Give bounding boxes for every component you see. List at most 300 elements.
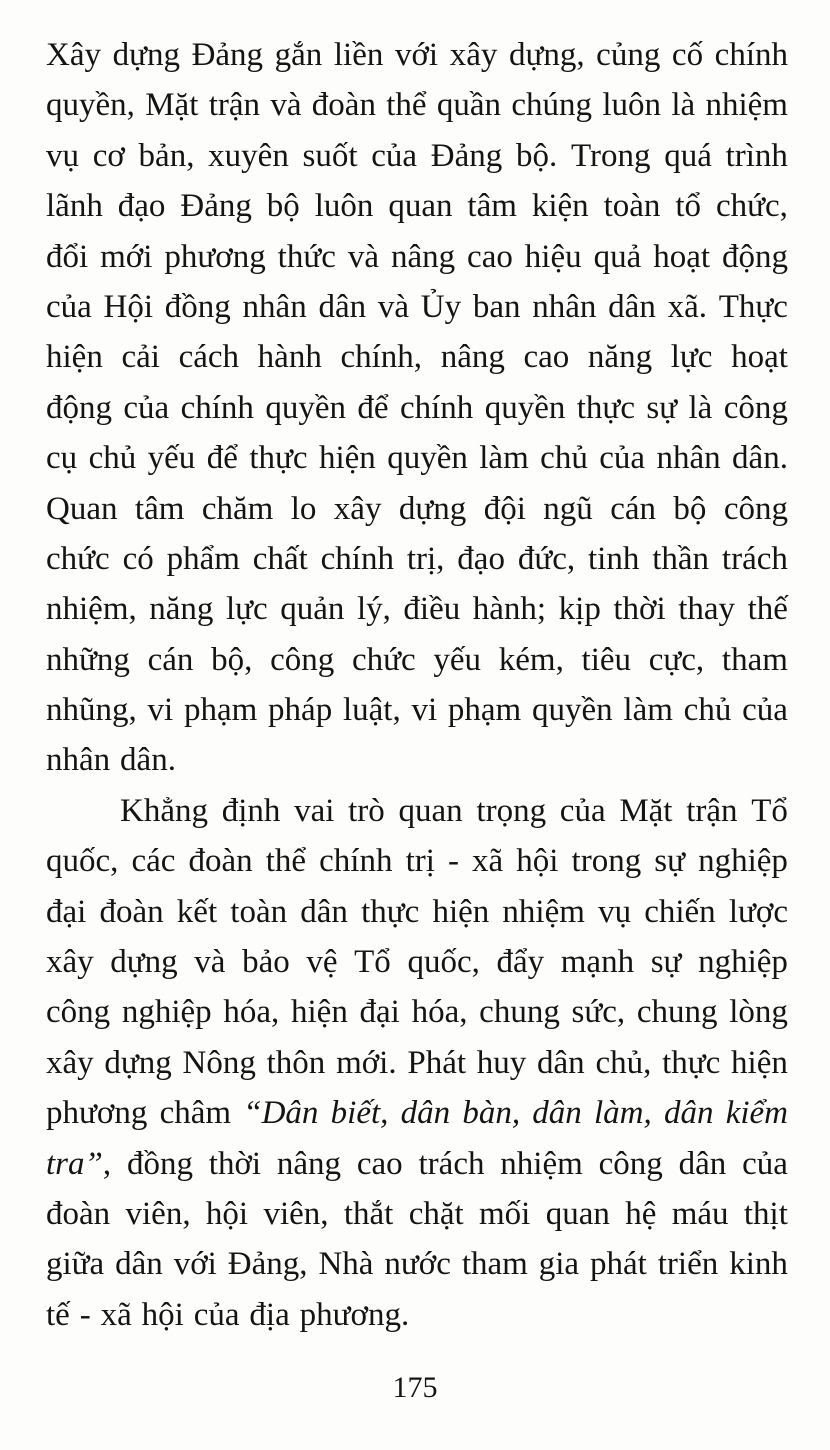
word: luôn: [602, 87, 662, 124]
word: cán: [610, 490, 656, 527]
word: tham: [461, 1246, 528, 1283]
word: xã: [100, 1296, 132, 1333]
word: trách: [418, 1145, 485, 1182]
word: công: [46, 994, 111, 1031]
word: phẩm: [166, 540, 240, 577]
word: xây: [46, 1044, 94, 1081]
word: định: [221, 792, 281, 829]
word: động: [46, 389, 112, 426]
word: Tổ: [354, 944, 391, 981]
word: châm: [159, 1095, 232, 1132]
word: chính: [180, 389, 254, 426]
text-line: [46, 836, 788, 886]
word: chặt: [408, 1195, 464, 1232]
word: Xây: [46, 37, 101, 73]
word: tinh: [588, 540, 640, 577]
word: chính: [399, 389, 474, 426]
word: nâng: [390, 238, 456, 275]
word: động: [721, 238, 788, 275]
text-line: [46, 282, 788, 332]
word: cán: [147, 641, 194, 678]
word: nghiệp: [698, 944, 788, 981]
word: chính: [320, 540, 394, 577]
word: dân: [318, 288, 367, 325]
word: những: [46, 641, 130, 678]
word: mới: [100, 238, 153, 275]
word: liền: [333, 37, 384, 73]
word: phương.: [299, 1296, 410, 1333]
word: hành: [257, 339, 322, 376]
word: lý,: [356, 591, 391, 628]
word: vệ: [306, 944, 338, 981]
word: hội: [205, 1195, 249, 1232]
word: dựng: [104, 1044, 172, 1081]
word: chủ: [683, 692, 732, 729]
word: vai: [294, 792, 335, 829]
word: cực,: [648, 641, 705, 678]
word: thời: [208, 1145, 262, 1182]
word: hoạt: [653, 238, 711, 275]
word: Nông: [182, 1044, 256, 1081]
word: dân: [608, 288, 656, 325]
body-text: [46, 30, 788, 1340]
word: điều: [403, 591, 461, 628]
word: là: [688, 389, 713, 426]
word: nhiệm: [500, 1145, 583, 1182]
word: kiện: [531, 188, 589, 225]
word: cách: [178, 339, 240, 376]
word: nhiệm: [502, 893, 585, 930]
word: kết: [176, 893, 218, 930]
word: của: [599, 440, 646, 477]
word: phương: [46, 1095, 148, 1132]
word: luật,: [342, 692, 401, 729]
word: năng: [149, 591, 214, 628]
word: và: [270, 87, 302, 124]
text-line: [46, 131, 788, 181]
text-line: [46, 30, 788, 80]
word: kinh: [729, 1246, 788, 1283]
word: quản: [280, 591, 345, 628]
word: chung: [479, 994, 560, 1031]
word: hành;: [472, 591, 547, 628]
word: trận: [208, 87, 261, 124]
word: bảo: [242, 944, 290, 981]
word: làm: [623, 692, 673, 729]
word: phát: [590, 1246, 647, 1283]
word: chính: [319, 843, 393, 880]
word: chúng: [511, 87, 593, 124]
word: nâng: [276, 1145, 342, 1182]
word: phạm: [183, 692, 258, 729]
word: công: [270, 641, 335, 678]
word: dân: [400, 1095, 451, 1132]
word: Hội: [103, 288, 154, 325]
word: đoàn: [188, 843, 253, 880]
word: tế: [46, 1296, 70, 1333]
word: đạo: [457, 540, 505, 577]
word: vụ: [598, 893, 632, 930]
text-line: [46, 1038, 788, 1088]
word: lực: [670, 339, 713, 376]
paragraph: [46, 786, 788, 1340]
word: biết,: [330, 1095, 389, 1132]
word: lòng: [729, 994, 788, 1031]
word: đại: [46, 893, 87, 930]
word: quan: [388, 188, 453, 225]
text-line: [46, 1239, 788, 1289]
word: quyền: [265, 389, 346, 426]
word: kiểm: [725, 1095, 788, 1132]
word: thôn: [266, 1044, 326, 1081]
word: dựng: [398, 490, 467, 527]
word: thực: [662, 1044, 721, 1081]
word: dân: [532, 1095, 582, 1132]
word: nhiệm: [705, 87, 788, 124]
word: chính: [714, 37, 788, 73]
word: nhiệm,: [46, 591, 137, 628]
word: Quan: [46, 490, 118, 527]
word: làm: [479, 440, 529, 477]
word: hội: [141, 1296, 184, 1333]
word: công: [723, 490, 788, 527]
word: của: [742, 1145, 788, 1182]
word: cao: [356, 1145, 403, 1182]
word: hội: [516, 843, 559, 880]
word: cố: [671, 37, 704, 73]
word: mới.: [336, 1044, 397, 1081]
word: quyền: [387, 440, 468, 477]
word: quan: [398, 792, 463, 829]
word: gắn: [274, 37, 323, 73]
word: xuyên: [208, 137, 289, 174]
page-number: 175: [392, 1371, 438, 1404]
word: ban: [472, 288, 521, 325]
word: Trong: [570, 137, 651, 174]
word: các: [131, 843, 176, 880]
word: hóa,: [223, 994, 280, 1031]
word: để: [206, 440, 238, 477]
word: Tổ: [751, 792, 788, 829]
word: dân: [300, 893, 348, 930]
word: mối: [479, 1195, 531, 1232]
word: vi: [411, 692, 438, 729]
word: thực: [249, 440, 308, 477]
word: “Dân: [243, 1095, 319, 1132]
word: xây: [449, 37, 498, 73]
word: lược: [728, 893, 788, 930]
word: là: [671, 87, 696, 124]
word: trong: [571, 843, 642, 880]
word: thắt: [343, 1195, 394, 1232]
word: kịp: [558, 591, 601, 628]
word: luôn: [314, 188, 374, 225]
word: toàn: [603, 188, 661, 225]
word: sức,: [571, 994, 626, 1031]
word: và: [194, 944, 226, 981]
word: chủ: [540, 440, 588, 477]
word: trận: [686, 792, 738, 829]
word: công: [598, 1145, 663, 1182]
word: quan: [545, 1195, 610, 1232]
text-line: [46, 332, 788, 382]
text-line: [46, 1088, 788, 1138]
word: bàn,: [462, 1095, 521, 1132]
word: đồng: [164, 288, 231, 325]
word: với: [173, 1246, 217, 1283]
word: cụ: [46, 440, 78, 477]
word: hiện: [731, 1044, 788, 1081]
word: quả: [593, 238, 642, 275]
word: Đảng: [430, 137, 503, 174]
word: năng: [587, 339, 653, 376]
text-line: [46, 433, 788, 483]
word: nghiệp: [121, 994, 212, 1031]
word: triển: [657, 1246, 719, 1283]
word: -: [447, 843, 459, 880]
text-line: [46, 383, 788, 433]
word: cao: [523, 339, 570, 376]
word: dân: [663, 1095, 714, 1132]
word: sự: [650, 944, 682, 981]
word: hiện: [46, 339, 103, 376]
word: trọng: [476, 792, 547, 829]
word: làm,: [594, 1095, 652, 1132]
word: tiêu: [581, 641, 632, 678]
text-line: [46, 786, 788, 836]
word: lo: [290, 490, 317, 527]
word: chăm: [201, 490, 274, 527]
word: đoàn: [46, 1195, 111, 1232]
word: Khẳng: [120, 792, 208, 829]
word: của: [742, 692, 788, 729]
word: chung: [636, 994, 718, 1031]
text-line: [46, 1139, 788, 1189]
text-line: [46, 685, 788, 735]
text-line: [46, 1189, 788, 1239]
word: xã: [472, 843, 504, 880]
word: trò: [348, 792, 385, 829]
word: sự: [654, 843, 686, 880]
word: dựng: [110, 944, 178, 981]
word: đoàn: [311, 87, 376, 124]
word: quyền: [484, 389, 566, 426]
word: đạo: [117, 188, 166, 225]
word: quốc,: [46, 843, 119, 880]
word: hiệu: [524, 238, 582, 275]
word: nghiệp: [698, 843, 788, 880]
word: xây: [333, 490, 382, 527]
word: kém,: [498, 641, 564, 678]
word: Thực: [718, 288, 788, 325]
word: viên,: [263, 1195, 329, 1232]
text-line: [46, 181, 788, 231]
word: nhũng,: [46, 692, 137, 729]
word: nâng: [440, 339, 505, 376]
word: có: [122, 540, 154, 577]
text-line: [46, 534, 788, 584]
word: tổ: [675, 188, 702, 225]
word: Mặt: [145, 87, 199, 124]
word: quá: [664, 137, 712, 174]
word: tham: [721, 641, 788, 678]
word: hiện: [291, 994, 348, 1031]
word: hiện: [432, 893, 490, 930]
word: cao: [467, 238, 513, 275]
word: xã.: [667, 288, 707, 325]
word: chức,: [715, 188, 788, 225]
word: địa: [249, 1296, 290, 1333]
word: yếu: [147, 440, 196, 477]
word: chức: [46, 540, 110, 577]
word: công: [723, 389, 788, 426]
word: củng: [596, 37, 661, 73]
word: thể: [386, 87, 427, 124]
word: và: [377, 288, 410, 325]
word: dựng,: [508, 37, 585, 73]
word: nước: [384, 1246, 451, 1283]
word: Đảng: [191, 37, 264, 73]
word: cải: [121, 339, 160, 376]
word: cơ: [92, 137, 125, 174]
word: máu: [671, 1195, 729, 1232]
word: hệ: [625, 1195, 657, 1232]
text-line: [46, 232, 788, 282]
word: bộ.: [516, 137, 558, 174]
text-line: [46, 1290, 788, 1340]
word: bản,: [138, 137, 195, 174]
word: xây: [46, 944, 94, 981]
word: thay: [678, 591, 736, 628]
word: trách: [721, 540, 788, 577]
text-line: [46, 484, 788, 534]
word: thực: [361, 893, 420, 930]
word: đẩy: [496, 944, 545, 981]
text-line: [46, 584, 788, 634]
word: gia: [538, 1246, 580, 1283]
word: nhân: [46, 742, 111, 779]
word: đồng: [126, 1145, 193, 1182]
word: đại: [359, 994, 400, 1031]
word: để: [357, 389, 389, 426]
word: hoạt: [731, 339, 788, 376]
word: phạm: [447, 692, 522, 729]
text-line: [46, 635, 788, 685]
word: đội: [483, 490, 526, 527]
word: chức: [351, 641, 416, 678]
word: hóa,: [411, 994, 468, 1031]
word: bộ,: [211, 641, 253, 678]
word: bộ: [673, 490, 707, 527]
word: dân: [537, 1044, 585, 1081]
word: trị: [405, 843, 435, 880]
word: của: [46, 288, 92, 325]
word: lãnh: [46, 188, 103, 225]
word: với: [394, 37, 439, 73]
word: vi: [147, 692, 174, 729]
paragraph: [46, 30, 788, 786]
word: nhân: [242, 288, 307, 325]
word: thần: [652, 540, 710, 577]
word: trị,: [406, 540, 445, 577]
word: của: [123, 389, 170, 426]
word: của: [371, 137, 418, 174]
word: huy: [476, 1044, 527, 1081]
text-line: [46, 735, 788, 785]
word: đổi: [46, 238, 89, 275]
word: giữa: [46, 1246, 105, 1283]
word: dân.: [732, 440, 788, 477]
word: hiện: [318, 440, 376, 477]
word: chủ: [88, 440, 137, 477]
word: lực: [225, 591, 268, 628]
word: quốc,: [407, 944, 480, 981]
word: yếu: [433, 641, 482, 678]
word: chất: [252, 540, 308, 577]
text-line: [46, 937, 788, 987]
word: Ủy: [420, 288, 462, 325]
word: dân: [678, 1145, 727, 1182]
word: Nhà: [318, 1246, 374, 1283]
word: viên,: [125, 1195, 191, 1232]
word: pháp: [268, 692, 333, 729]
word: quần: [436, 87, 502, 124]
word: đoàn: [99, 893, 164, 930]
word: nhân: [532, 288, 597, 325]
text-line: [46, 987, 788, 1037]
word: tra”,: [46, 1145, 112, 1182]
word: Đảng: [180, 188, 252, 225]
word: thức: [277, 238, 336, 275]
word: của: [193, 1296, 240, 1333]
word: phương: [164, 238, 266, 275]
word: tâm: [134, 490, 185, 527]
word: nhân: [656, 440, 721, 477]
word: thế: [747, 591, 788, 628]
word: dân.: [120, 742, 176, 779]
word: quyền: [532, 692, 613, 729]
word: của: [559, 792, 606, 829]
word: ngũ: [543, 490, 593, 527]
word: chủ,: [595, 1044, 652, 1081]
word: -: [79, 1296, 91, 1333]
word: thời: [613, 591, 666, 628]
word: quyền,: [46, 87, 135, 124]
text-line: [46, 887, 788, 937]
word: suốt: [302, 137, 358, 174]
text-line: [46, 80, 788, 130]
word: toàn: [230, 893, 288, 930]
word: thực: [576, 389, 635, 426]
word: Đảng,: [227, 1246, 308, 1283]
word: trình: [725, 137, 788, 174]
word: bộ: [266, 188, 300, 225]
word: dựng: [112, 37, 180, 73]
word: Phát: [407, 1044, 467, 1081]
word: dân: [115, 1246, 163, 1283]
word: và: [347, 238, 379, 275]
word: sự: [646, 389, 678, 426]
word: vụ: [46, 137, 79, 174]
word: chiến: [644, 893, 716, 930]
word: thịt: [743, 1195, 788, 1232]
word: đức,: [517, 540, 576, 577]
word: tâm: [467, 188, 517, 225]
word: Mặt: [619, 792, 673, 829]
word: mạnh: [560, 944, 635, 981]
word: chính,: [340, 339, 423, 376]
word: thể: [265, 843, 307, 880]
